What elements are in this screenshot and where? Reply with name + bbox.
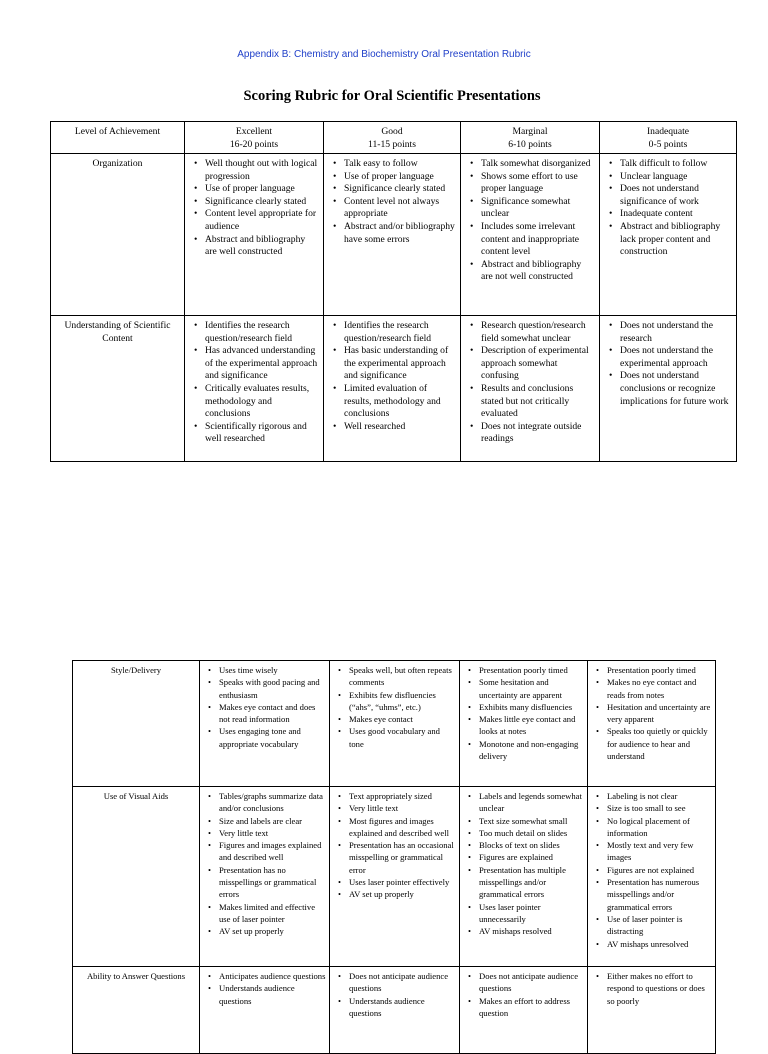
bullet-list bbox=[203, 970, 326, 1007]
bullet-item: • Has advanced understanding of the experimental approach and significance bbox=[189, 345, 319, 383]
bullet-item: • Inadequate content bbox=[604, 208, 732, 221]
bullet-item: • Talk somewhat disorganized bbox=[465, 158, 595, 171]
marginal-cell bbox=[461, 154, 600, 316]
bullet-item: • Well thought out with logical progression bbox=[189, 158, 319, 183]
bullet-item: • Identifies the research question/research field bbox=[328, 320, 456, 345]
bullet-item: • Significance clearly stated bbox=[328, 183, 456, 196]
inadequate-cell bbox=[600, 154, 737, 316]
bullet-item: • Too much detail on slides bbox=[463, 827, 584, 839]
bullet-item: • Labels and legends somewhat unclear bbox=[463, 790, 584, 815]
bullet-item: • Does not understand significance of work bbox=[604, 183, 732, 208]
bullet-item: • Limited evaluation of results, methodology and conclusions bbox=[328, 383, 456, 421]
bullet-list bbox=[333, 790, 456, 901]
bullet-item: • Abstract and bibliography are not well constructed bbox=[465, 259, 595, 284]
bullet-list bbox=[465, 320, 595, 446]
bullet-item: • Does not anticipate audience questions bbox=[333, 970, 456, 995]
bullet-item: • Use of proper language bbox=[189, 183, 319, 196]
bullet-item: • Significance clearly stated bbox=[189, 196, 319, 209]
bullet-item: • Blocks of text on slides bbox=[463, 839, 584, 851]
rubric-title: Scoring Rubric for Oral Scientific Presentations bbox=[243, 88, 541, 104]
bullet-item: • Exhibits many disfluencies bbox=[463, 701, 584, 713]
bullet-item: • Results and conclusions stated but not critically evaluated bbox=[465, 383, 595, 421]
header-excellent bbox=[185, 122, 324, 154]
bullet-item: • Figures are not explained bbox=[591, 864, 712, 876]
bullet-item: • Tables/graphs summarize data and/or conclusions bbox=[203, 790, 326, 815]
header-row bbox=[51, 122, 737, 154]
excellent-cell bbox=[185, 154, 324, 316]
bullet-item: • Figures and images explained and described well bbox=[203, 839, 326, 864]
bullet-item: • Significance somewhat unclear bbox=[465, 196, 595, 221]
bullet-item: • Either makes no effort to respond to questions or does so poorly bbox=[591, 970, 712, 1007]
bullet-item: • Has basic understanding of the experimental approach and significance bbox=[328, 345, 456, 383]
bullet-item: • AV set up properly bbox=[203, 925, 326, 937]
bullet-list bbox=[463, 664, 584, 762]
marginal-cell bbox=[460, 967, 588, 1054]
bullet-item: • Use of proper language bbox=[328, 171, 456, 184]
bullet-item: • Understands audience questions bbox=[333, 995, 456, 1020]
bullet-item: • Abstract and bibliography lack proper content and construction bbox=[604, 221, 732, 259]
bullet-list bbox=[463, 970, 584, 1019]
bullet-list bbox=[591, 970, 712, 1007]
bullet-item: • Does not understand conclusions or recognize implications for future work bbox=[604, 370, 732, 408]
inadequate-cell bbox=[600, 316, 737, 462]
inadequate-cell bbox=[588, 661, 716, 787]
bullet-item: • Makes little eye contact and looks at notes bbox=[463, 713, 584, 738]
bullet-item: • Shows some effort to use proper language bbox=[465, 171, 595, 196]
good-cell bbox=[330, 661, 460, 787]
bullet-list bbox=[189, 158, 319, 259]
bullet-item: • Includes some irrelevant content and inappropriate content level bbox=[465, 221, 595, 259]
bullet-item: • Content level not always appropriate bbox=[328, 196, 456, 221]
rubric-table-page1 bbox=[50, 121, 737, 462]
header-good bbox=[324, 122, 461, 154]
bullet-item: • Most figures and images explained and described well bbox=[333, 815, 456, 840]
header-marginal-label: Marginal bbox=[512, 126, 548, 137]
header-excellent-label: Excellent bbox=[235, 126, 273, 137]
bullet-item: • Text size somewhat small bbox=[463, 815, 584, 827]
bullet-item: • Size is too small to see bbox=[591, 802, 712, 814]
bullet-item: • Presentation has numerous misspellings and/or grammatical errors bbox=[591, 876, 712, 913]
criterion-cell bbox=[51, 316, 185, 462]
bullet-item: • Presentation poorly timed bbox=[591, 664, 712, 676]
header-marginal bbox=[461, 122, 600, 154]
bullet-list bbox=[203, 790, 326, 938]
bullet-list bbox=[604, 320, 732, 408]
excellent-cell bbox=[200, 661, 330, 787]
bullet-item: • Does not integrate outside readings bbox=[465, 421, 595, 446]
excellent-cell bbox=[185, 316, 324, 462]
bullet-item: • Very little text bbox=[333, 802, 456, 814]
bullet-item: • Use of laser pointer is distracting bbox=[591, 913, 712, 938]
marginal-cell bbox=[460, 661, 588, 787]
bullet-list bbox=[333, 970, 456, 1019]
criterion-cell bbox=[51, 154, 185, 316]
bullet-item: • Talk difficult to follow bbox=[604, 158, 732, 171]
bullet-list bbox=[604, 158, 732, 259]
bullet-list bbox=[463, 790, 584, 938]
header-inadequate-points: 0-5 points bbox=[648, 138, 688, 150]
criterion-label: Ability to Answer Questions bbox=[86, 971, 186, 981]
bullet-item: • AV mishaps resolved bbox=[463, 925, 584, 937]
inadequate-cell bbox=[588, 787, 716, 967]
table-row bbox=[73, 661, 716, 787]
bullet-item: • Abstract and bibliography are well constructed bbox=[189, 234, 319, 259]
bullet-list bbox=[189, 320, 319, 446]
criterion-cell bbox=[73, 787, 200, 967]
bullet-item: • Uses good vocabulary and tone bbox=[333, 725, 456, 750]
criterion-label: Use of Visual Aids bbox=[103, 791, 169, 801]
bullet-item: • Mostly text and very few images bbox=[591, 839, 712, 864]
bullet-item: • Size and labels are clear bbox=[203, 815, 326, 827]
bullet-item: • Anticipates audience questions bbox=[203, 970, 326, 982]
header-level bbox=[51, 122, 185, 154]
bullet-list bbox=[591, 664, 712, 762]
bullet-item: • Content level appropriate for audience bbox=[189, 208, 319, 233]
table-row bbox=[51, 316, 737, 462]
good-cell bbox=[330, 787, 460, 967]
header-level-label: Level of Achievement bbox=[74, 126, 161, 137]
bullet-item: • Makes limited and effective use of laser pointer bbox=[203, 901, 326, 926]
header-marginal-points: 6-10 points bbox=[508, 138, 552, 150]
criterion-label: Style/Delivery bbox=[110, 665, 162, 675]
criterion-cell bbox=[73, 967, 200, 1054]
bullet-item: • AV set up properly bbox=[333, 888, 456, 900]
bullet-list bbox=[333, 664, 456, 750]
bullet-item: • Understands audience questions bbox=[203, 982, 326, 1007]
good-cell bbox=[324, 316, 461, 462]
bullet-item: • Identifies the research question/research field bbox=[189, 320, 319, 345]
bullet-item: • Scientifically rigorous and well researched bbox=[189, 421, 319, 446]
bullet-item: • Makes eye contact bbox=[333, 713, 456, 725]
bullet-item: • AV mishaps unresolved bbox=[591, 938, 712, 950]
bullet-item: • Does not understand the experimental approach bbox=[604, 345, 732, 370]
bullet-item: • Presentation has multiple misspellings and/or grammatical errors bbox=[463, 864, 584, 901]
bullet-item: • Hesitation and uncertainty are very apparent bbox=[591, 701, 712, 726]
bullet-item: • Uses laser pointer effectively bbox=[333, 876, 456, 888]
header-good-points: 11-15 points bbox=[368, 138, 416, 150]
table-row bbox=[73, 787, 716, 967]
bullet-item: • Makes no eye contact and reads from notes bbox=[591, 676, 712, 701]
bullet-item: • Labeling is not clear bbox=[591, 790, 712, 802]
bullet-item: • Description of experimental approach somewhat confusing bbox=[465, 345, 595, 383]
bullet-item: • Critically evaluates results, methodology and conclusions bbox=[189, 383, 319, 421]
excellent-cell bbox=[200, 787, 330, 967]
header-inadequate-label: Inadequate bbox=[646, 126, 690, 137]
criterion-label: Understanding of Scientific Content bbox=[64, 320, 171, 344]
bullet-item: • Monotone and non-engaging delivery bbox=[463, 738, 584, 763]
criterion-label: Organization bbox=[92, 158, 143, 169]
bullet-item: • Text appropriately sized bbox=[333, 790, 456, 802]
bullet-item: • Figures are explained bbox=[463, 851, 584, 863]
bullet-item: • Uses laser pointer unnecessarily bbox=[463, 901, 584, 926]
bullet-item: • Talk easy to follow bbox=[328, 158, 456, 171]
appendix-title: Appendix B: Chemistry and Biochemistry Oral Presentation Rubric bbox=[237, 49, 531, 60]
header-good-label: Good bbox=[381, 126, 403, 137]
marginal-cell bbox=[460, 787, 588, 967]
bullet-item: • Unclear language bbox=[604, 171, 732, 184]
bullet-item: • No logical placement of information bbox=[591, 815, 712, 840]
table-row bbox=[51, 154, 737, 316]
excellent-cell bbox=[200, 967, 330, 1054]
bullet-list bbox=[328, 320, 456, 433]
bullet-item: • Makes an effort to address question bbox=[463, 995, 584, 1020]
header-inadequate bbox=[600, 122, 737, 154]
bullet-list bbox=[203, 664, 326, 750]
good-cell bbox=[324, 154, 461, 316]
bullet-item: • Speaks well, but often repeats comments bbox=[333, 664, 456, 689]
bullet-item: • Speaks with good pacing and enthusiasm bbox=[203, 676, 326, 701]
bullet-item: • Abstract and/or bibliography have some errors bbox=[328, 221, 456, 246]
bullet-item: • Some hesitation and uncertainty are apparent bbox=[463, 676, 584, 701]
bullet-list bbox=[591, 790, 712, 950]
bullet-list bbox=[328, 158, 456, 246]
header-excellent-points: 16-20 points bbox=[229, 138, 279, 150]
bullet-item: • Uses engaging tone and appropriate vocabulary bbox=[203, 725, 326, 750]
bullet-item: • Presentation poorly timed bbox=[463, 664, 584, 676]
bullet-item: • Research question/research field somewhat unclear bbox=[465, 320, 595, 345]
bullet-item: • Uses time wisely bbox=[203, 664, 326, 676]
bullet-item: • Presentation has an occasional misspelling or grammatical error bbox=[333, 839, 456, 876]
bullet-item: • Very little text bbox=[203, 827, 326, 839]
inadequate-cell bbox=[588, 967, 716, 1054]
rubric-table-page2 bbox=[72, 660, 716, 1054]
bullet-item: • Does not understand the research bbox=[604, 320, 732, 345]
marginal-cell bbox=[461, 316, 600, 462]
bullet-item: • Does not anticipate audience questions bbox=[463, 970, 584, 995]
good-cell bbox=[330, 967, 460, 1054]
bullet-item: • Speaks too quietly or quickly for audience to hear and understand bbox=[591, 725, 712, 762]
criterion-cell bbox=[73, 661, 200, 787]
bullet-item: • Well researched bbox=[328, 421, 456, 434]
bullet-item: • Presentation has no misspellings or grammatical errors bbox=[203, 864, 326, 901]
bullet-list bbox=[465, 158, 595, 284]
table-row bbox=[73, 967, 716, 1054]
bullet-item: • Makes eye contact and does not read information bbox=[203, 701, 326, 726]
bullet-item: • Exhibits few disfluencies (“ahs”, “uhms”, etc.) bbox=[333, 689, 456, 714]
